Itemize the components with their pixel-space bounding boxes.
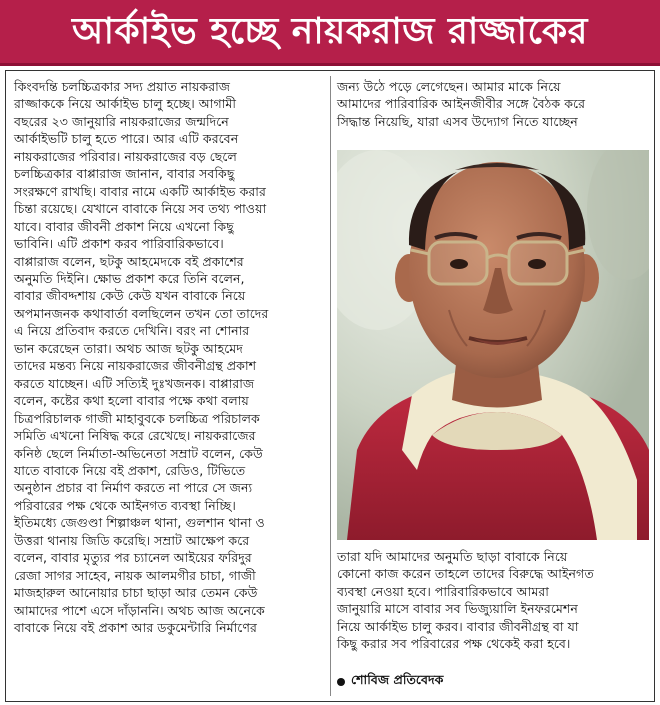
column-divider [330, 76, 331, 696]
article-line: চিত্রপরিচালক গাজী মাহাবুবকে চলচ্চিত্র পরিচালক [14, 410, 260, 426]
article-line: বলেন, বাবার মৃত্যুর পর চ্যানেল আইয়ের ফরিদুর [14, 550, 252, 566]
article-right-column-bottom [337, 548, 649, 653]
article-line: পরিবারের পক্ষ থেকে আইনগত ব্যবস্থা নিচ্ছি। [14, 497, 236, 513]
article-line: জন্য উঠে পড়ে লেগেছেন। আমার মাকে নিয়ে [337, 79, 561, 94]
article-line: জানুয়ারি মাসে বাবার সব ভিজ্যুয়ালি ইনফরমেশন [337, 601, 578, 617]
article-line: কোনো কাজ করেন তাহলে তাদের বিরুদ্ধে আইনগত [337, 566, 594, 582]
headline-banner [0, 0, 660, 68]
article-line: কিংবদন্তি চলচ্চিত্রকার সদ্য প্রয়াত নায়করাজ [14, 79, 231, 94]
bullet-icon [337, 678, 345, 686]
article-line: অপমানজনক কথাবার্তা বলছিলেন তখন তো তাদের [14, 305, 269, 321]
article-line: নায়করাজের পরিবার। নায়করাজের বড় ছেলে [14, 148, 237, 164]
article-line: মাজহারুল আনোয়ার চাচা ছাড়া আর তেমন কেউ [14, 585, 258, 601]
article-line: ব্যবস্থা নেওয়া হবে। পারিবারিকভাবে আমরা [337, 583, 549, 599]
article-line: রাজ্জাককে নিয়ে আর্কাইভ চালু হচ্ছে। আগামী [14, 96, 236, 112]
article-line: নিয়ে আর্কাইভ চালু করব। বাবার জীবনীগ্রন্থ বা যা [337, 618, 579, 634]
headline: আর্কাইভ হচ্ছে নায়করাজ রাজ্জাকের [72, 11, 588, 52]
article-left-column [14, 78, 324, 637]
article-line: করতে যাচ্ছেন। এটি সত্যিই দুঃখজনক। বাপ্পারাজ [14, 375, 255, 391]
article-line: কিছু করার সব পরিবারের পক্ষ থেকেই করা হবে। [337, 636, 571, 652]
portrait-photo [337, 150, 649, 540]
article-line: রেজা সাগর সাহেব, নায়ক আলমগীর চাচা, গাজী [14, 567, 256, 583]
article-line: সমিতি এখনো নিষিদ্ধ করে রেখেছে। নায়করাজের [14, 428, 256, 444]
portrait-photo-icon [337, 150, 649, 540]
article-line: উত্তরা থানায় জিডি করেছি। সম্রাট আক্ষেপ করে [14, 532, 250, 548]
article-line: বাপ্পারাজ বলেন, ছটকু আহমেদকে বই প্রকাশের [14, 253, 244, 269]
byline [337, 672, 443, 692]
article-line: যাতে বাবাকে নিয়ে বই প্রকাশ, রেডিও, টিভিতে [14, 462, 246, 478]
article-line: আর্কাইভটি চালু হতে পারে। আর এটি করবেন [14, 131, 239, 147]
article-line: তারা যদি আমাদের অনুমতি ছাড়া বাবাকে নিয়ে [337, 549, 568, 564]
byline-text: শোবিজ প্রতিবেদক [351, 672, 444, 687]
article-line: অনুষ্ঠান প্রচার বা নির্মাণ করতে না পারে সে জন্য [14, 480, 253, 496]
article-line: এ নিয়ে প্রতিবাদ করতে দেখিনি। বরং না শোনার [14, 323, 250, 339]
article-line: ভান করেছেন তারা। অথচ আজ ছটকু আহমেদ [14, 340, 243, 356]
article-line: তাদের মন্তব্য নিয়ে নায়করাজের জীবনীগ্রন্থ প্রকাশ [14, 358, 257, 374]
article-line: চিন্তা রয়েছে। যেখানে বাবাকে নিয়ে সব তথ্য পাওয়া [14, 201, 267, 217]
article-line: যাবে। বাবার জীবনী প্রকাশ নিয়ে এখনো কিছু [14, 218, 234, 234]
article-line: বাবাকে নিয়ে বই প্রকাশ আর ডকুমেন্টারি নির্মাণের [14, 620, 257, 636]
article-line: আমাদের পাশে এসে দাঁড়াননি। অথচ আজ অনেকে [14, 602, 265, 618]
article-line: চলচ্চিত্রকার বাপ্পারাজ জানান, বাবার সবকিছু [14, 166, 235, 182]
article-line: বাবার জীবদ্দশায় কেউ কেউ যখন বাবাকে নিয়ে [14, 288, 246, 304]
article-line: কনিষ্ঠ ছেলে নির্মাতা-অভিনেতা সম্রাট বলেন, কেউ [14, 445, 263, 461]
article-line: ইতিমধ্যে জেগুণ্ডা শিল্পাঞ্চল থানা, গুলশান থানা ও [14, 515, 265, 531]
article-line: বলেন, কষ্টের কথা হলো বাবার পক্ষে কথা বলায় [14, 393, 249, 409]
article-line: ভাবিনি। এটি প্রকাশ করব পারিবারিকভাবে। [14, 236, 224, 252]
article-line: সংরক্ষণে রাখছি। বাবার নামে একটি আর্কাইভ করার [14, 183, 266, 199]
article-line: আমাদের পারিবারিক আইনজীবীর সঙ্গে বৈঠক করে [337, 96, 586, 112]
article-right-column-top [337, 78, 649, 130]
article-line: সিদ্ধান্ত নিয়েছি, যারা এসব উদ্যোগ নিতে যাচ্ছেন [337, 113, 578, 129]
article-line: অনুমতি দিইনি। ক্ষোভ প্রকাশ করে তিনি বলেন, [14, 270, 245, 286]
article-line: বছরের ২৩ জানুয়ারি নায়করাজের জন্মদিনে [14, 113, 229, 129]
